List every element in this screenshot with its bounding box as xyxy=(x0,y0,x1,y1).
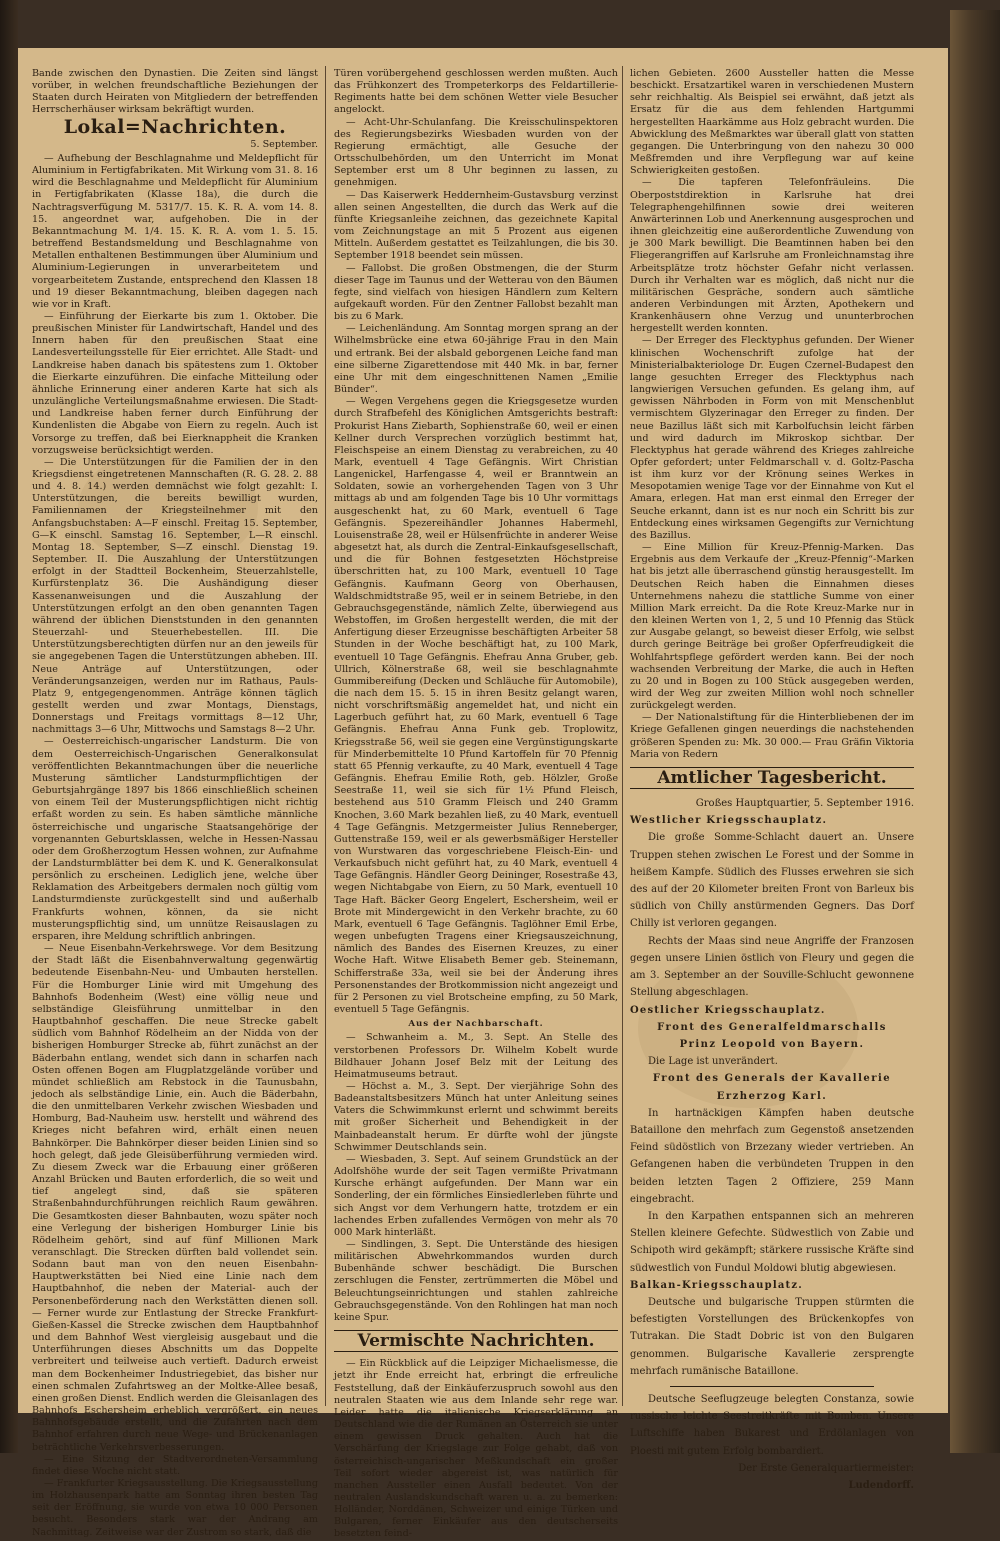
article-paragraph: — Sindlingen, 3. Sept. Die Unterstände des hiesigen militärischen Abwehrkommandos wurden durch Bubenhände schwer beschädigt. Die Burschen zerschlugen die Fenster, zertrümmerten die Möbel und Beleuchtungseinrichtungen und stahlen zahlreiche Gebrauchsgegenstände. Von den Rohlingen hat man noch keine Spur. xyxy=(334,1239,618,1323)
section-date: 5. September. xyxy=(250,138,318,150)
front-commander: Prinz Leopold von Bayern. xyxy=(679,1038,865,1050)
separator-rule xyxy=(670,1384,874,1387)
article-paragraph: — Neue Eisenbahn-Verkehrswege. Vor dem Besitzung der Stadt läßt die Eisenbahnverwaltung gegenwärtig bedeutende Eisenbahn-Neu- und Umbauten herstellen. Für die Homburger Linie wird mit Umgehung des Bahnhofs Bodenheim (West) eine völlig neue und selbständige Gleisführung unmittelbar in den Hauptbahnhof geschaffen. Die neue Strecke gabelt südlich vom Bahnhof Rödelheim an der Nidda von der bisherigen Homburger Strecke ab, führt zunächst an der Bäderbahn entlang, wendet sich dann in scharfen nach Osten offenen Bogen am Flugplatzgelände vorüber und mündet schließlich am Rebstock in die Taunusbahn, jedoch als selbständige Linie, ein. Auch die Bäderbahn, die den unmittelbaren Verkehr zwischen Wiesbaden und Homburg, Bad-Nauheim usw. herstellt und während des Krieges nicht befahren wird, erhält einen neuen Bahnkörper. Die Bahnkörper dieser beiden Linien sind so hoch gelegt, daß jede Gleisüberführung vermieden wird. Zu diesem Zweck war die Erbauung einer größeren Anzahl Brücken und Bauten erforderlich, die so weit und tief angelegt sind, daß sie späteren Straßenbahndurchführungen reichlich Raum gewähren. Die Gesamtkosten dieser Bahnbauten, wozu später noch eine Verlegung der bisherigen Homburger Linie bis Rödelheim gehört, sind auf fünf Millionen Mark veranschlagt. Die Strecken dürften bald vollendet sein. Sodann baut man von den neuen Eisenbahn-Hauptwerkstätten bei Nied eine Linie nach dem Hauptbahnhof, die neben der Material- auch der Personenbeförderung nach den Werkstätten dienen soll. — Ferner wurde zur Entlastung der Strecke Frankfurt-Gießen-Kassel die Strecke zwischen dem Hauptbahnhof und dem Bahnhof West viergleisig ausgebaut und die Unterführungen dieses Abschnitts um das Doppelte verbreitert und teilweise auch vertieft. Dadurch erweist man dem Bockenheimer Industriegebiet, das bisher nur einen schmalen Zufahrtsweg an der Moltke-Allee besaß, einen großen Dienst. Endlich werden die Gleisanlagen des Bahnhofs Eschersheim erheblich vergrößert, ein neues Bahnhofsgebäude erstellt, und die Zufahrten nach dem Bahnhof erfahren durch neue Wege- und Brückenanlagen beträchtliche Verkehrsverbesserungen. xyxy=(32,943,318,1453)
report-paragraph: Rechts der Maas sind neue Angriffe der Franzosen gegen unsere Linien östlich von Fleury und gegen die am 3. September an der Souville-Schlucht gewonnene Stellung abgeschlagen. xyxy=(630,935,914,999)
article-paragraph: — Acht-Uhr-Schulanfang. Die Kreisschulinspektoren des Regierungsbezirks Wiesbaden wurden von der Regierung ermächtigt, alle Gesuche der Ortsschulbehörden, um den Unterricht im Monat September erst um 8 Uhr beginnen zu lassen, zu genehmigen. xyxy=(334,116,618,189)
article-paragraph: — Eine Sitzung der Stadtverordneten-Versammlung findet diese Woche nicht statt. xyxy=(32,1453,318,1477)
signature-title: Der Erste Generalquartiermeister: xyxy=(738,1462,914,1474)
article-paragraph: — Wegen Vergehens gegen die Kriegsgesetze wurden durch Strafbefehl des Königlichen Amtsgerichts bestraft: Prokurist Hans Ziebarth, Sophienstraße 60, weil er einen Kellner durch Versprechen vorzüglich bestimmt hat, Fleischspeise an einem Dienstag zu verabreichen, zu 40 Mark, eventuell 4 Tage Gefängnis. Wirt Christian Langenickel, Harfengasse 4, weil er Branntwein an Soldaten, sowie an vorhergehenden Tagen von 3 Uhr mittags ab und am folgenden Tage bis 10 Uhr vormittags ausgeschenkt hat, zu 60 Mark, eventuell 6 Tage Gefängnis. Spezereihändler Johannes Habermehl, Louisenstraße 28, weil er Hülsenfrüchte in anderer Weise abgesetzt hat, als durch die Zentral-Einkaufsgesellschaft, und die für Bohnen festgesetzten Höchstpreise überschritten hat, zu 100 Mark, eventuell 10 Tage Gefängnis. Kaufmann Georg von Oberhausen, Waldschmidtstraße 95, weil er in seinem Betriebe, in den Gebrauchsgegenstände, nämlich Zelte, überwiegend aus Webstoffen, im Großen hergestellt werden, die mit der Anfertigung dieser Erzeugnisse beschäftigten Arbeiter 58 Stunden in der Woche beschäftigt hat, zu 100 Mark, eventuell 10 Tage Gefängnis. Ehefrau Anna Gruber, geb. Ullrich, Kölnerstraße 68, weil sie beschlagnahmte Gummibereifung (Decken und Schläuche für Automobile), die nach dem 15. 5. 15 in ihren Besitz gelangt waren, nicht vorschriftsmäßig angemeldet hat, und nicht ein Lagerbuch geführt hat, zu 60 Mark, eventuell 6 Tage Gefängnis. Ehefrau Anna Funk geb. Troplowitz, Kriegsstraße 56, weil sie gegen eine Vergünstigungskarte für Minderbemittelte 10 Pfund Kartoffeln für 70 Pfennig statt 65 Pfennig verkaufte, zu 40 Mark, eventuell 4 Tage Gefängnis. Ehefrau Emilie Roth, geb. Hölzler, Große Seestraße 11, weil sie sich für 1½ Pfund Fleisch, bestehend aus 510 Gramm Fleisch und 240 Gramm Knochen, 3.60 Mark bezahlen ließ, zu 40 Mark, eventuell 4 Tage Gefängnis. Metzgermeister Julius Renneberger, Guttenstraße 159, weil er als gewerbsmäßiger Hersteller von Wurstwaren das vorgeschriebene Fleisch-Ein- und Verkaufsbuch nicht geführt hat, zu 40 Mark, eventuell 4 Tage Gefängnis. Händler Georg Deininger, Rosestraße 43, wegen Nichtabgabe von Eiern, zu 50 Mark, eventuell 10 Tage Haft. Bäcker Georg Engelert, Eschersheim, weil er Brote mit Mindergewicht in den Verkehr brachte, zu 60 Mark, eventuell 6 Tage Gefängnis. Taglöhner Emil Erbe, wegen unbefugten Tragens einer Kriegsauszeichnung, nämlich des Bandes des Eisernen Kreuzes, zu einer Woche Haft. Witwe Elisabeth Bemer geb. Steinemann, Schifferstraße 33a, weil sie bei der Änderung ihres Personenstandes der Brotkommission nicht angezeigt und für 2 Personen zu viel Brotscheine empfing, zu 50 Mark, eventuell 5 Tage Gefängnis. xyxy=(334,396,618,1016)
newspaper-page xyxy=(18,48,948,1540)
book-spine xyxy=(950,10,1000,1453)
article-paragraph: — Frankfurter Kriegsausstellung. Die Kriegsausstellung im Holzhausenpark hatte am Sonntag ihren besten Tag seit der Eröffnung, sie wurde von etwa 10 000 Personen besucht. Besonders stark war der Andrang am Nachmittag. Zeitweise war der Zustrom so stark, daß die xyxy=(32,1477,318,1538)
intro-paragraph: Bande zwischen den Dynastien. Die Zeiten sind längst vorüber, in welchen freundschaftliche Beziehungen der Staaten durch Heiraten von Mitgliedern der betreffenden Herrscherhäuser wirksam bekräftigt wurden. xyxy=(32,68,318,116)
report-heading-balkan: Balkan-Kriegsschauplatz. xyxy=(630,1279,803,1291)
section-title-daily-report: Amtlicher Tagesbericht. xyxy=(630,767,914,789)
article-paragraph: — Oesterreichisch-ungarischer Landsturm. Die von dem Oesterreichisch-Ungarischen Generalkonsulat veröffentlichten Bekanntmachungen über die neuerliche Musterung sämtlicher Landsturmpflichtigen der Geburtsjahrgänge 1897 bis 1866 einschließlich scheinen von einem Teil der Musterungspflichtigen nicht richtig erfaßt worden zu sein. Es haben sämtliche männliche österreichische und ungarische Staatsangehörige der vorgenannten Geburtsklassen, welche in Hessen-Nassau oder dem Großherzogtum Hessen wohnen, zur Aufnahme der Landsturmblätter bei dem K. und K. Generalkonsulat persönlich zu erscheinen. Lediglich jene, welche über Reklamation des Arbeitgebers dermalen noch gültig vom Landsturmdienste zurückgestellt sind und außerhalb Frankfurts wohnen, können, da sie nicht musterungspflichtig sind, um unnütze Reisauslagen zu ersparen, ihre Meldung schriftlich anbringen. xyxy=(32,736,318,942)
book-left-edge xyxy=(0,0,18,1453)
front-heading: Front des Generalfeldmarschalls xyxy=(657,1021,887,1033)
article-paragraph: Türen vorübergehend geschlossen werden mußten. Auch das Frühkonzert des Trompeterkorps des Feldartillerie-Regiments hatte bei dem schönen Wetter viele Besucher angelockt. xyxy=(334,68,618,116)
article-paragraph: — Der Erreger des Flecktyphus gefunden. Der Wiener klinischen Wochenschrift zufolge hat der Ministerialbakteriologe Dr. Eugen Czernel-Budapest den lange gesuchten Erreger des Flecktyphus nach langwierigen Versuchen gefunden. Es gelang ihm, auf gewissen Nährboden in Form von mit Menschenblut vermischtem Glyzerinagar den Erreger zu finden. Der neue Bazillus läßt sich mit Karbolfuchsin leicht färben und wird dadurch im Mikroskop sichtbar. Der Flecktyphus hat gerade während des Krieges zahlreiche Opfer gefordert; unter Feldmarschall v. d. Goltz-Pascha ist ihm kurz vor der Krönung seines Werkes in Mesopotamien wenige Tage vor der Einnahme von Kut el Amara, erlegen. Hat man erst einmal den Erreger der Seuche erkannt, dann ist es nur noch ein Schritt bis zur Entdeckung eines wirksamen Gegengifts zur Vernichtung des Bazillus. xyxy=(630,335,914,541)
column-rule xyxy=(622,66,623,1406)
report-dateline: Großes Hauptquartier, 5. September 1916. xyxy=(695,798,914,810)
article-paragraph: — Das Kaiserwerk Heddernheim-Gustavsburg verzinst allen seinen Angestellten, die durch das Werk auf die fünfte Kriegsanleihe zeichnen, das gezeichnete Kapital vom Zeichnungstage an mit 5 Prozent aus eigenen Mitteln. Außerdem gestattet es Teilzahlungen, die bis 30. September 1918 beendet sein müssen. xyxy=(334,189,618,262)
section-title-local-news: Lokal=Nachrichten. xyxy=(63,115,287,138)
article-paragraph: — Die tapferen Telefonfräuleins. Die Oberpoststdirektion in Karlsruhe hat drei Telegraphengehilfinnen sowie drei weiteren Anwärterinnen Lob und Anerkennung ausgesprochen und ihnen gleichzeitig eine außerordentliche Zuwendung von je 300 Mark bewilligt. Die Beamtinnen haben bei den Fliegerangriffen auf Karlsruhe am Fronleichnamstag ihre Arbeitsplätze trotz höchster Gefahr nicht verlassen. Durch ihr Verhalten war es möglich, daß nicht nur die militärischen Gespräche, sondern auch sämtliche anderen Verbindungen mit Ärzten, Apothekern und Krankenhäusern ohne Verzug und ununterbrochen hergestellt werden konnten. xyxy=(630,177,914,335)
subsection-heading: Aus der Nachbarschaft. xyxy=(408,1019,544,1030)
front-commander: Erzherzog Karl. xyxy=(716,1090,828,1102)
column-rule xyxy=(325,66,326,1406)
article-paragraph: — Fallobst. Die großen Obstmengen, die der Sturm dieser Tage im Taunus und der Wetterau von den Bäumen fegte, sind vielfach von hiesigen Händlern zum Keltern aufgekauft worden. Für den Zentner Fallobst bezahlt man bis zu 6 Mark. xyxy=(334,262,618,323)
report-paragraph: In den Karpathen entspannen sich an mehreren Stellen kleinere Gefechte. Südwestlich von Zabie und Schipoth wird gekämpft; stärkere russische Kräfte sind südwestlich von Fundul Moldowi blutig abgewiesen. xyxy=(630,1210,914,1274)
report-paragraph: Die große Somme-Schlacht dauert an. Unsere Truppen stehen zwischen Le Forest und der Somme in heißem Kampfe. Südlich des Flusses erwehren sie sich des auf der 20 Kilometer breiten Front von Barleux bis südlich von Chilly anstürmenden Gegners. Das Dorf Chilly ist verloren gegangen. xyxy=(630,832,914,930)
article-paragraph: — Höchst a. M., 3. Sept. Der vierjährige Sohn des Badeanstaltsbesitzers Münch hat unter Anleitung seines Vaters die Schwimmkunst erlernt und schwimmt bereits mit großer Sicherheit und Behendigkeit in der Mainbadeanstalt herum. Er dürfte wohl der jüngste Schwimmer Deutschlands sein. xyxy=(334,1080,618,1153)
report-paragraph: Die Lage ist unverändert. xyxy=(648,1056,778,1068)
report-paragraph: Deutsche Seeflugzeuge belegten Constanza, sowie russische leichte Seestreitkräfte mit Bomben. Unsere Luftschiffe haben Bukarest und Erdölanlagen von Ploesti mit gutem Erfolg bombardiert. xyxy=(630,1393,914,1457)
report-heading-west: Westlicher Kriegsschauplatz. xyxy=(630,815,828,827)
article-paragraph: — Schwanheim a. M., 3. Sept. An Stelle des verstorbenen Professors Dr. Wilhelm Kobelt wurde Bildhauer Johann Josef Belz mit der Leitung des Heimatmuseums betraut. xyxy=(334,1032,618,1080)
daily-report xyxy=(630,795,914,1494)
article-paragraph: — Leichenländung. Am Sonntag morgen sprang an der Wilhelmsbrücke eine etwa 60-jährige Frau in den Main und ertrank. Bei der alsbald geborgenen Leiche fand man eine silberne Zigarettendose mit 440 Mk. in bar, ferner eine Uhr mit dem eingeschnittenen Namen „Emilie Bünder“. xyxy=(334,323,618,396)
report-heading-east: Oestlicher Kriegsschauplatz. xyxy=(630,1004,826,1016)
report-paragraph: In hartnäckigen Kämpfen haben deutsche Bataillone den mehrfach zum Gegenstoß ansetzenden Feind südöstlich von Brzezany wieder vertrieben. An Gefangenen haben die verbündeten Truppen in den beiden letzten Tagen 2 Offiziere, 259 Mann eingebracht. xyxy=(630,1107,914,1205)
column-2 xyxy=(334,68,618,1541)
article-paragraph: — Wiesbaden, 3. Sept. Auf seinem Grundstück an der Adolfshöhe wurde der seit Tagen vermißte Privatmann Kursche erhängt aufgefunden. Der Mann war ein Sonderling, der ein förmliches Einsiedlerleben führte und sich Angst vor dem Verhungern hatte, trotzdem er ein lachendes Erben zufallendes Vermögen von mehr als 70 000 Mark hinterläßt. xyxy=(334,1153,618,1238)
column-3 xyxy=(630,68,914,1494)
article-paragraph: — Der Nationalstiftung für die Hinterbliebenen der im Kriege Gefallenen gingen neuerdings die nachstehenden größeren Spenden zu: Mk. 30 000.— Frau Gräfin Viktoria Maria von Redern xyxy=(630,712,914,760)
article-paragraph: lichen Gebieten. 2600 Aussteller hatten die Messe beschickt. Ersatzartikel waren in verschiedenen Mustern sehr reichhaltig. Als Beispiel sei erwähnt, daß jetzt als Ersatz für die aus dem fehlenden Hartgummi hergestellten Haarkämme aus Holz gebracht wurden. Die Abwicklung des Meßmarktes war überall glatt von statten gegangen. Die Unterbringung von den nahezu 30 000 Meßfremden und ihre Verpflegung war auf keine Schwierigkeiten gestoßen. xyxy=(630,68,914,177)
article-paragraph: — Eine Million für Kreuz-Pfennig-Marken. Das Ergebnis aus dem Verkaufe der „Kreuz-Pfennig“-Marken hat bis jetzt alle überraschend günstig herausgestellt. Im Deutschen Reich haben die Einnahmen dieses Unternehmens nahezu die stattliche Summe von einer Million Mark erreicht. Da die Rote Kreuz-Marke nur in den kleinen Werten von 1, 2, 5 und 10 Pfennig das Stück zur Ausgabe gelangt, so beweist dieser Erfolg, wie selbst durch geringe Beiträge bei großer Opferfreudigkeit die Wohlfahrtspflege gefördert werden kann. Bei der noch wachsenden Verbreitung der Marke, die auch in Heften zu 20 und in Bogen zu 100 Stück ausgegeben werden, wird der Weg zur zweiten Million wohl noch schneller zurückgelegt werden. xyxy=(630,542,914,712)
report-paragraph: Deutsche und bulgarische Truppen stürmten die befestigten Vorstellungen des Brückenkopfes von Tutrakan. Die Stadt Dobric ist von den Bulgaren genommen. Bulgarische Kavallerie zersprengte mehrfach rumänische Bataillone. xyxy=(630,1296,914,1377)
section-title-misc-news: Vermischte Nachrichten. xyxy=(334,1330,618,1352)
article-paragraph: — Einführung der Eierkarte bis zum 1. Oktober. Die preußischen Minister für Landwirtschaft, Handel und des Innern haben für den preußischen Staat eine Landesverteilungsstelle für Eier errichtet. Alle Stadt- und Landkreise haben danach bis spätestens zum 1. Oktober die Eierkarte einzuführen. Die einfache Mitteilung oder ähnliche Erinnerung einer anderen Karte hat sich als unzulängliche Verteilungsmaßnahme erwiesen. Die Stadt- und Landkreise haben ferner durch Einführung der Kundenlisten die Abgabe von Eiern zu regeln. Auch ist Vorsorge zu treffen, daß bei Eierknappheit die Kranken vorzugsweise berücksichtigt werden. xyxy=(32,310,318,456)
front-heading: Front des Generals der Kavallerie xyxy=(652,1073,892,1085)
signature-name: Ludendorff. xyxy=(848,1479,914,1491)
article-paragraph: — Aufhebung der Beschlagnahme und Meldepflicht für Aluminium in Fertigfabrikaten. Mit Wirkung vom 31. 8. 16 wird die Beschlagnahme und Meldepflicht für Aluminium in Fertigfabrikaten (Klasse 18a), die durch die Nachtragsverfügung M. 5317/7. 15. K. R. A. vom 14. 8. 15. angeordnet war, aufgehoben. Die in der Bekanntmachung M. 1/4. 15. K. R. A. vom 1. 5. 15. betreffend Bestandsmeldung und Beschlagnahme von Metallen enthaltenen Bestimmungen über Aluminium und Aluminium-Legierungen in unverarbeitetem und vorgearbeitetem Zustande, entsprechend den Klassen 18 und 19 dieser Bekanntmachung, bleiben dagegen nach wie vor in Kraft. xyxy=(32,152,318,310)
article-paragraph: — Die Unterstützungen für die Familien der in den Kriegsdienst eingetretenen Mannschaften (R. G. 28. 2. 88 und 4. 8. 14.) werden demnächst wie folgt gezahlt: I. Unterstützungen, die bereits bewilligt wurden, Familiennamen der Kriegsteilnehmer mit den Anfangsbuchstaben: A—F einschl. Freitag 15. September, G—K einschl. Samstag 16. September, L—R einschl. Montag 18. September, S—Z einschl. Dienstag 19. September. II. Die Auszahlung der Unterstützungen erfolgt in der Stadtteil Bockenheim, Steuerzahlstelle, Kurfürstenplatz 36. Die Aushändigung dieser Kassenanweisungen und die Auszahlung der Unterstützungen erfolgt an den oben genannten Tagen während der üblichen Dienststunden in den genannten Steuerzahl- und Steuerhebestellen. III. Die Unterstützungsberechtigten dürfen nur an den jeweils für sie angegebenen Tagen die Unterstützungen abheben. III. Neue Anträge auf Unterstützungen, oder Veränderungsanzeigen, werden nur im Rathaus, Pauls-Platz 9, entgegengenommen. Anträge können täglich gestellt werden und zwar Montags, Dienstags, Donnerstags und Freitags vormittags 8—12 Uhr, nachmittags 3—6 Uhr, Mittwochs und Samstags 8—2 Uhr. xyxy=(32,456,318,736)
article-paragraph: — Ein Rückblick auf die Leipziger Michaelismesse, die jetzt ihr Ende erreicht hat, erbringt die erfreuliche Feststellung, daß der Einkäuferzuspruch sowohl aus den neutralen Staaten wie aus dem Inlande sehr rege war. Leider hatte die italienische Kriegserklärung an Deutschland wie die der Rumänen an Österreich sie unter einem gewissen Druck gehalten. Auch hat die Verschärfung der Kriegslage zur Folge gehabt, daß von österreichisch-ungarischer Meßkundschaft ein großer Teil sofort wieder abgereist ist, was natürlich für manchen Aussteller einen Ausfall bedeutet. Von der neutralen Auslandskundschaft waren u. a. zu bemerken: Holländer, Norddänen, Schweizer und einige Türken und Bulgaren, ferner Einkäufer aus den deutscherseits besetzten feind- xyxy=(334,1358,618,1540)
column-1 xyxy=(32,68,318,1539)
background-top xyxy=(0,0,1000,48)
